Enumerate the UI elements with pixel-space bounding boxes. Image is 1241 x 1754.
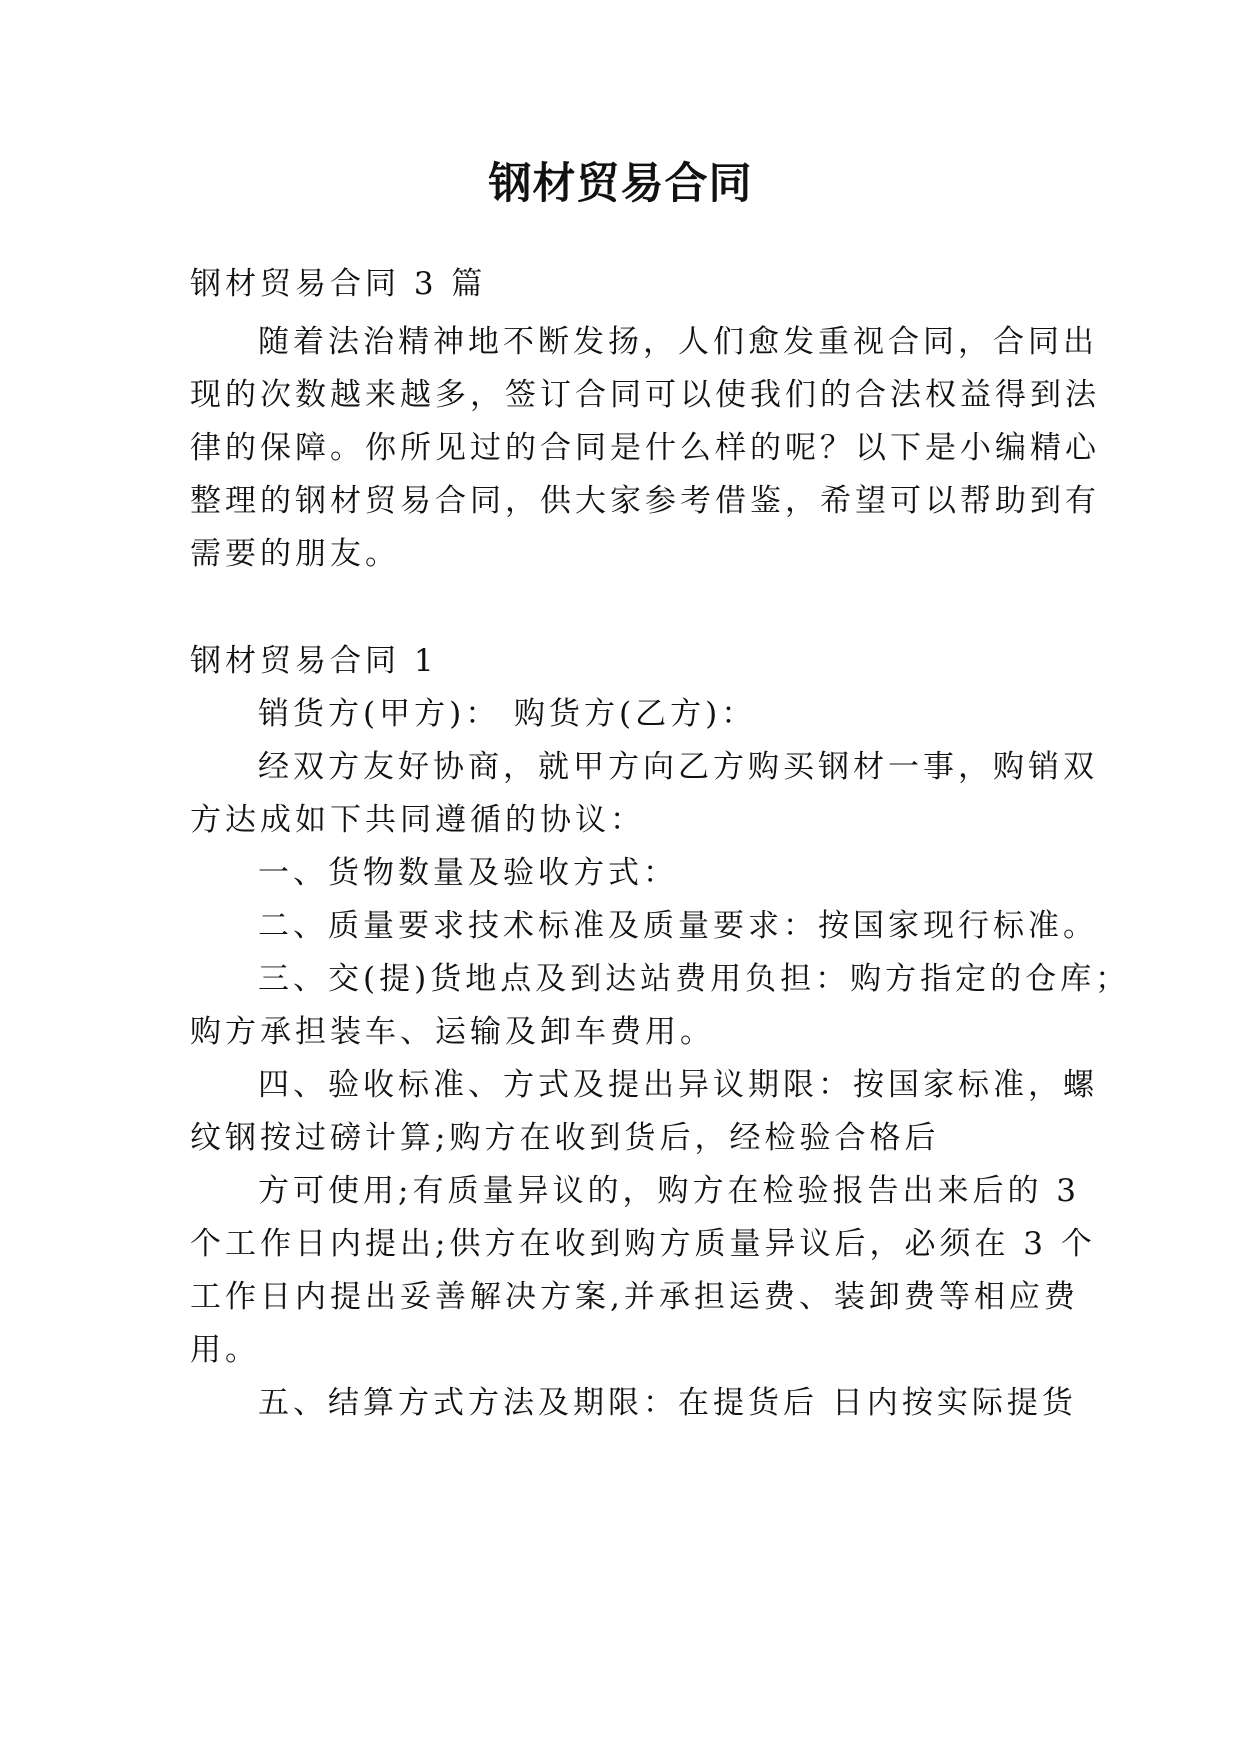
clause-line: 一、货物数量及验收方式： — [258, 855, 678, 891]
intro-line: 需要的朋友。 — [190, 536, 400, 572]
intro-line: 现的次数越来越多，签订合同可以使我们的合法权益得到法 — [190, 377, 1100, 413]
section-heading: 钢材贸易合同 1 — [190, 643, 438, 679]
body-line: 方达成如下共同遵循的协议： — [190, 802, 645, 838]
parties-line: 销货方(甲方)： 购货方(乙方)： — [258, 696, 757, 732]
intro-line: 律的保障。你所见过的合同是什么样的呢？以下是小编精心 — [190, 430, 1100, 466]
clause-line: 二、质量要求技术标准及质量要求：按国家现行标准。 — [258, 908, 1098, 944]
clause-line: 四、验收标准、方式及提出异议期限：按国家标准，螺 — [258, 1067, 1098, 1103]
document-title: 钢材贸易合同 — [488, 159, 753, 209]
body-line: 经双方友好协商，就甲方向乙方购买钢材一事，购销双 — [258, 749, 1098, 785]
subtitle-line: 钢材贸易合同 3 篇 — [190, 266, 487, 302]
clause-line: 工作日内提出妥善解决方案,并承担运费、装卸费等相应费 — [190, 1279, 1079, 1315]
intro-line: 整理的钢材贸易合同，供大家参考借鉴，希望可以帮助到有 — [190, 483, 1100, 519]
clause-line: 纹钢按过磅计算;购方在收到货后，经检验合格后 — [190, 1120, 940, 1156]
clause-line: 用。 — [190, 1332, 260, 1368]
clause-line: 方可使用;有质量异议的，购方在检验报告出来后的 3 — [258, 1173, 1081, 1209]
clause-line: 三、交(提)货地点及到达站费用负担：购方指定的仓库； — [258, 961, 1131, 997]
intro-line: 随着法治精神地不断发扬，人们愈发重视合同，合同出 — [258, 324, 1098, 360]
clause-line: 个工作日内提出;供方在收到购方质量异议后，必须在 3 个 — [190, 1226, 1096, 1262]
clause-line: 购方承担装车、运输及卸车费用。 — [190, 1014, 715, 1050]
clause-line: 五、结算方式方法及期限：在提货后 日内按实际提货 — [258, 1385, 1077, 1421]
